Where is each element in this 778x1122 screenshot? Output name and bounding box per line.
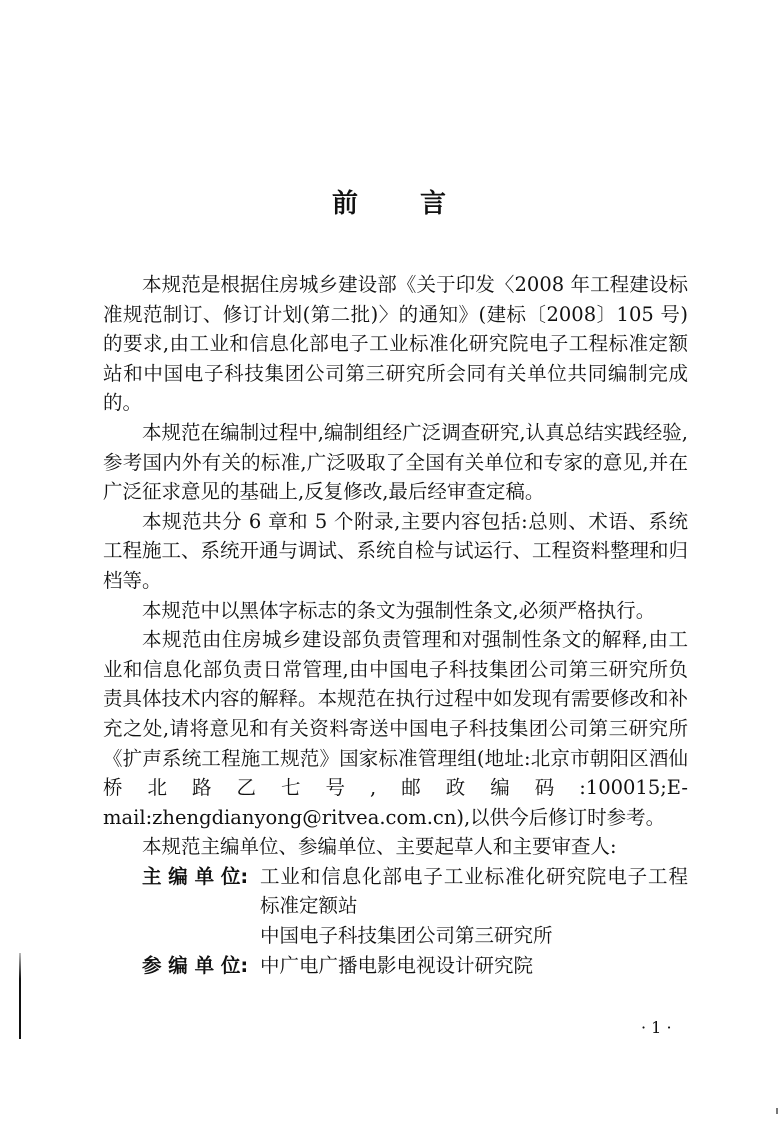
paragraph-basis: 本规范是根据住房城乡建设部《关于印发〈2008 年工程建设标准规范制订、修订计划(第二批)〉的通知》(建标〔2008〕105 号)的要求,由工业和信息化部电子工业标准化研究院电子工程标准定额站和中国电子科技集团公司第三研究所会同有关单位共同编制完成的。 xyxy=(103,273,688,415)
title-char-2: 言 xyxy=(420,189,447,219)
paragraph-process: 本规范在编制过程中,编制组经广泛调查研究,认真总结实践经验,参考国内外有关的标准,广泛吸取了全国有关单位和专家的意见,并在广泛征求意见的基础上,反复修改,最后经审查定稿。 xyxy=(103,420,688,504)
page-number: · 1 · xyxy=(641,1018,672,1037)
paragraph-management: 本规范由住房城乡建设部负责管理和对强制性条文的解释,由工业和信息化部负责日常管理,由中国电子科技集团公司第三研究所负责具体技术内容的解释。本规范在执行过程中如发现有需要修改和补充之处,请将意见和有关资料寄送中国电子科技集团公司第三研究所《扩声系统工程施工规范》国家标准管理组(地址:北京市朝阳区酒仙桥北路乙七号,邮政编码:100015;E-mail:zhengdianyong@ritvea.com.cn),以供今后修订时参考。 xyxy=(103,628,689,829)
margin-line xyxy=(19,953,21,1039)
page-title xyxy=(0,183,778,220)
unit-value: 工业和信息化部电子工业标准化研究院电子工程标准定额站 xyxy=(260,864,688,918)
paragraph-mandatory: 本规范中以黑体字标志的条文为强制性条文,必须严格执行。 xyxy=(142,598,656,622)
preface-body xyxy=(103,270,688,980)
participating-units xyxy=(142,951,688,981)
unit-label-chief: 主 编 单 位: xyxy=(142,864,249,888)
chief-editor-units xyxy=(142,862,688,951)
unit-label-participating: 参 编 单 位: xyxy=(142,953,249,977)
paragraph-units-intro: 本规范主编单位、参编单位、主要起草人和主要审查人: xyxy=(142,835,617,859)
title-char-1: 前 xyxy=(331,189,358,219)
paragraph-contents: 本规范共分 6 章和 5 个附录,主要内容包括:总则、术语、系统工程施工、系统开通与调试、系统自检与试运行、工程资料整理和归档等。 xyxy=(103,509,689,592)
unit-value: 中广电广播电影电视设计研究院 xyxy=(260,953,534,977)
unit-value: 中国电子科技集团公司第三研究所 xyxy=(260,924,553,948)
